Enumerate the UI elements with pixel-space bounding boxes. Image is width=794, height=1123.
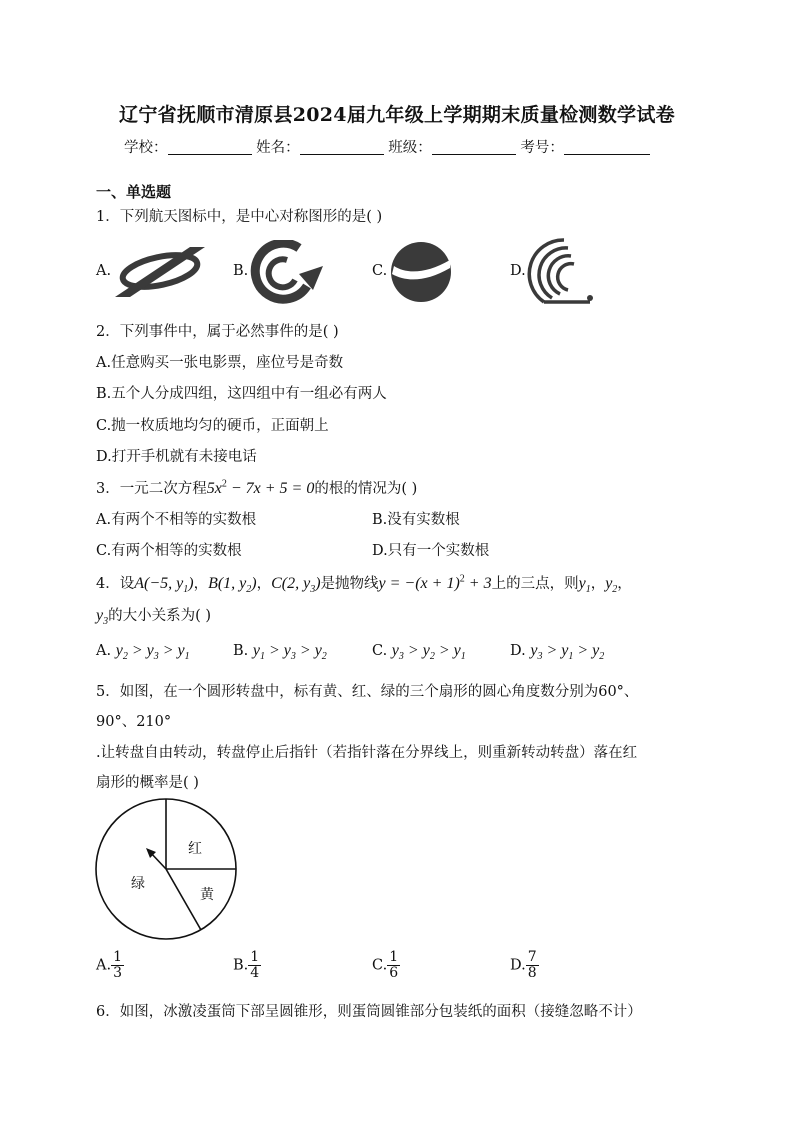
q4-point-b: B(1, $y_2$) <box>208 575 257 596</box>
class-label: 班级： <box>388 140 432 156</box>
fraction-denominator: 6 <box>389 965 399 981</box>
q4-prefix: 4．设 <box>96 576 135 592</box>
q4-point-a: A(−5, $y_1$) <box>134 575 194 596</box>
q1-option-b-label: B. <box>233 263 249 279</box>
school-label: 学校： <box>124 140 168 156</box>
q5-option-d <box>510 950 539 981</box>
q3-stem-prefix: 3．一元二次方程 <box>96 481 207 497</box>
q5-option-c-fraction <box>387 950 400 981</box>
concentric-arcs-logo-icon <box>524 236 596 306</box>
q4-option-b: B. $y_1 > y_3 > y_2$ <box>233 642 327 663</box>
q4-stem-line1: 4．设A(−5, $y_1$)，B(1, $y_2$)，C(2, $y_3$)是抛物线$y = -(x + 1)^2 + 3$上的三点，则$y_1$，$y_2$， <box>96 573 632 596</box>
exam-no-label: 考号： <box>520 140 564 156</box>
exam-no-blank <box>564 140 650 155</box>
q5-option-a-label: A. <box>96 957 112 974</box>
q4-y3: $y_3$ <box>96 607 109 628</box>
fraction-denominator: 8 <box>527 965 537 981</box>
q4-y1: $y_1$ <box>578 575 591 596</box>
q5-stem-line2: 90°、210° <box>96 714 172 730</box>
sector-label-green: 绿 <box>131 876 145 892</box>
q5-option-a <box>96 950 124 981</box>
q4-option-d-label: D. <box>510 643 526 659</box>
q4-parabola: $y = -(x + 1)^2 + 3$ <box>378 573 492 592</box>
school-blank <box>168 140 252 155</box>
q4-line2-text: 的大小关系为( ) <box>108 608 212 624</box>
q4-option-a: A. $y_2 > y_3 > y_1$ <box>96 642 190 663</box>
q4-option-c: C. $y_3 > y_2 > y_1$ <box>372 642 466 663</box>
q5-option-c-label: C. <box>372 957 388 974</box>
q2-option-a: A.任意购买一张电影票，座位号是奇数 <box>96 355 344 371</box>
split-sphere-logo-icon <box>386 240 456 304</box>
q4-y2: $y_2$ <box>605 575 618 596</box>
q3-stem <box>96 477 417 498</box>
q1-option-c-label: C. <box>372 263 388 279</box>
class-blank <box>432 140 516 155</box>
q3-option-c: C.有两个相等的实数根 <box>96 543 242 559</box>
section-heading: 一、单选题 <box>96 183 172 201</box>
fraction-numerator: 1 <box>250 949 260 965</box>
page-title: 辽宁省抚顺市清原县2024届九年级上学期期末质量检测数学试卷 <box>119 104 675 126</box>
q4-stem-line2 <box>96 604 211 627</box>
q2-option-b: B.五个人分成四组，这四组中有一组必有两人 <box>96 386 387 402</box>
q5-option-d-fraction <box>526 950 539 981</box>
fraction-denominator: 3 <box>113 965 123 981</box>
q6-stem: 6．如图，冰激凌蛋筒下部呈圆锥形，则蛋筒圆锥部分包装纸的面积（接缝忽略不计） <box>96 1004 642 1020</box>
swirl-arrow-logo-icon <box>247 240 327 304</box>
q3-option-a: A.有两个不相等的实数根 <box>96 512 257 528</box>
q4-tail-text: 上的三点，则 <box>491 576 579 592</box>
q4-option-d: D. $y_3 > y_1 > y_2$ <box>510 642 605 663</box>
student-info-row <box>124 136 650 157</box>
q1-stem: 1．下列航天图标中，是中心对称图形的是( ) <box>96 209 383 225</box>
q2-stem: 2．下列事件中，属于必然事件的是( ) <box>96 324 339 340</box>
q5-option-a-fraction <box>111 950 124 981</box>
q3-stem-suffix: 的根的情况为( ) <box>314 481 418 497</box>
q5-option-b <box>233 950 261 981</box>
fraction-numerator: 1 <box>389 949 399 965</box>
q5-stem-line4: 扇形的概率是( ) <box>96 775 199 791</box>
q5-option-b-label: B. <box>233 957 249 974</box>
slashed-orbit-logo-icon <box>110 245 210 300</box>
fraction-denominator: 4 <box>250 965 260 981</box>
q2-option-d: D.打开手机就有未接电话 <box>96 449 257 465</box>
q5-stem-line3: .让转盘自由转动，转盘停止后指针（若指针落在分界线上，则重新转动转盘）落在红 <box>96 745 638 761</box>
q3-equation: $5x^2 - 7x + 5 = 0$ <box>206 478 315 497</box>
q5-stem-line1: 5．如图，在一个圆形转盘中，标有黄、红、绿的三个扇形的圆心角度数分别为60°、 <box>96 684 639 700</box>
name-label: 姓名： <box>256 140 300 156</box>
q3-option-b: B.没有实数根 <box>372 512 460 528</box>
q4-option-a-label: A. <box>96 643 112 659</box>
name-blank <box>300 140 384 155</box>
q5-option-d-label: D. <box>510 957 526 974</box>
q5-option-c <box>372 950 400 981</box>
q4-point-c: C(2, $y_3$) <box>271 575 321 596</box>
fraction-numerator: 7 <box>527 949 537 965</box>
q3-option-d: D.只有一个实数根 <box>372 543 490 559</box>
q4-mid-text: 是抛物线 <box>320 576 379 592</box>
q1-option-d-label: D. <box>510 263 526 279</box>
spinner-diagram <box>94 796 240 942</box>
sector-label-yellow: 黄 <box>200 887 214 903</box>
spinner-divider-bottom <box>166 869 201 930</box>
q5-option-b-fraction <box>248 950 261 981</box>
q1-option-a-label: A. <box>96 263 112 279</box>
q4-option-b-label: B. <box>233 643 249 659</box>
q2-option-c: C.抛一枚质地均匀的硬币，正面朝上 <box>96 418 329 434</box>
sector-label-red: 红 <box>188 841 202 857</box>
fraction-numerator: 1 <box>113 949 123 965</box>
q4-option-c-label: C. <box>372 643 388 659</box>
